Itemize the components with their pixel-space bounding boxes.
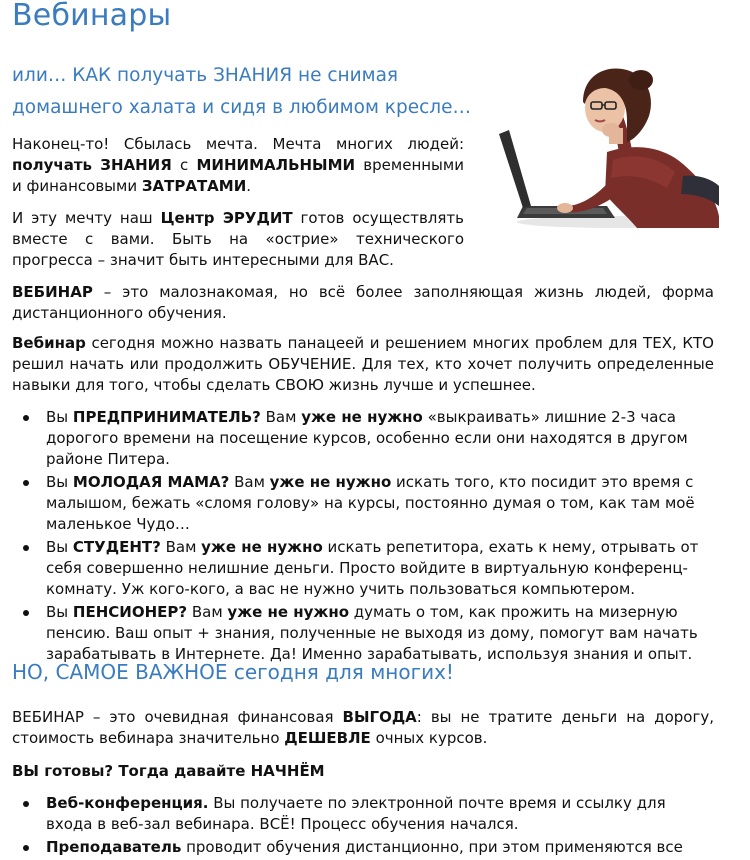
woman-with-laptop-image xyxy=(487,56,719,234)
text: ВЕБИНАР – это очевидная финансовая xyxy=(12,708,343,726)
bold-text: МИНИМАЛЬНЫМИ xyxy=(196,156,356,174)
text: Вам xyxy=(187,603,228,621)
bold-text: ЗАТРАТАМИ xyxy=(141,177,247,195)
bold-text: уже не нужно xyxy=(201,538,323,556)
text: проводит обучения дистанционно, при этом применяются все xyxy=(181,838,683,856)
text: Вы xyxy=(46,473,73,491)
list-item xyxy=(12,472,714,535)
ready-paragraph xyxy=(12,761,714,782)
text: . xyxy=(246,177,252,195)
page-title: Вебинары xyxy=(12,0,172,33)
text: – это малознакомая, но всё более заполняющая жизнь людей, форма дистанционного обучения. xyxy=(12,283,714,322)
bold-text: Преподаватель xyxy=(46,838,182,856)
intro-paragraph-1 xyxy=(12,134,464,197)
panacea-paragraph xyxy=(12,333,714,396)
text: думать о том, как прожить на мизерную пенсию. Ваш опыт + знания, полученные не выходя из дому, помогут вам начать зарабатывать в Интернете. Да! Именно зарабатывать, используя знания и опыт. xyxy=(46,603,698,663)
steps-list xyxy=(12,793,714,860)
subtitle-line-1: или… КАК получать ЗНАНИЯ не снимая xyxy=(12,65,399,86)
bold-text: уже не нужно xyxy=(269,473,392,491)
list-item xyxy=(12,537,714,600)
text: Вам xyxy=(260,408,302,426)
text: временными и финансовыми xyxy=(12,156,464,195)
bullet-icon xyxy=(23,415,29,421)
section-heading: НО, САМОЕ ВАЖНОЕ сегодня для многих! xyxy=(12,660,454,684)
text: Вам xyxy=(160,538,202,556)
text: И эту мечту наш xyxy=(12,209,161,227)
audience-list xyxy=(12,407,714,667)
bold-text: уже не нужно xyxy=(227,603,350,621)
definition-paragraph xyxy=(12,282,714,324)
bold-text: Вебинар xyxy=(12,334,86,352)
bold-text: ПРЕДПРИНИМАТЕЛЬ? xyxy=(72,408,261,426)
bold-text: Центр ЭРУДИТ xyxy=(160,209,293,227)
text: Вам xyxy=(229,473,270,491)
text: Вы xyxy=(46,408,73,426)
intro-paragraph-2 xyxy=(12,208,464,271)
text: Вы xyxy=(46,538,73,556)
text: искать репетитора, ехать к нему, отрывать от себя совершенно нелишние деньги. Просто войдите в виртуальную конференц-комнату. Уж кого-кого, а вас не нужно учить пользоваться компьютером. xyxy=(46,538,699,598)
bold-text: уже не нужно xyxy=(301,408,423,426)
text: Вы xyxy=(46,603,73,621)
text: Вы получаете по электронной почте время и ссылку для входа в веб-зал вебинара. ВСЁ! Процесс обучения начался. xyxy=(46,794,666,833)
bullet-icon xyxy=(23,480,29,486)
list-item xyxy=(12,602,714,665)
bold-text: ВЫГОДА xyxy=(342,708,417,726)
text: очных курсов. xyxy=(370,729,488,747)
page-subtitle xyxy=(12,60,482,124)
bold-text: МОЛОДАЯ МАМА? xyxy=(72,473,230,491)
text: с xyxy=(171,156,197,174)
list-item xyxy=(12,837,714,858)
bold-text: ВЕБИНАР xyxy=(12,283,93,301)
text: «выкраивать» лишние 2-3 часа дорогого времени на посещение курсов, особенно если они находятся в другом районе Питера. xyxy=(46,408,688,468)
bullet-icon xyxy=(23,801,29,807)
list-item xyxy=(12,793,714,835)
text: Наконец-то! Сбылась мечта. Мечта многих людей: xyxy=(12,135,464,153)
bold-text: ПЕНСИОНЕР? xyxy=(72,603,188,621)
text: готов осуществлять вместе с вами. Быть на «острие» технического прогресса – значит быть интересными для ВАС. xyxy=(12,209,464,269)
text: : вы не тратите деньги на дорогу, стоимость вебинара значительно xyxy=(12,708,715,747)
bold-text: ВЫ готовы? Тогда давайте НАЧНЁМ xyxy=(12,762,325,780)
benefit-paragraph xyxy=(12,707,714,749)
list-item xyxy=(12,407,714,470)
bold-text: ЗНАНИЯ xyxy=(100,156,172,174)
bullet-icon xyxy=(23,845,29,851)
bold-text: СТУДЕНТ? xyxy=(72,538,161,556)
bullet-icon xyxy=(23,610,29,616)
bold-text: ДЕШЕВЛЕ xyxy=(284,729,371,747)
bold-text: Веб-конференция. xyxy=(46,794,209,812)
bold-text: получать xyxy=(12,156,93,174)
bullet-icon xyxy=(23,545,29,551)
text: сегодня можно назвать панацеей и решением многих проблем для ТЕХ, КТО решил начать или продолжить ОБУЧЕНИЕ. Для тех, кто хочет получить определенные навыки для того, чтобы сделать СВОЮ жизнь лучше и успешнее. xyxy=(12,334,714,394)
text: искать того, кто посидит это время с малышом, бежать «сломя голову» на курсы, постоянно думая о том, как там моё маленькое Чудо… xyxy=(46,473,695,533)
subtitle-line-2: домашнего халата и сидя в любимом кресле… xyxy=(12,97,471,118)
